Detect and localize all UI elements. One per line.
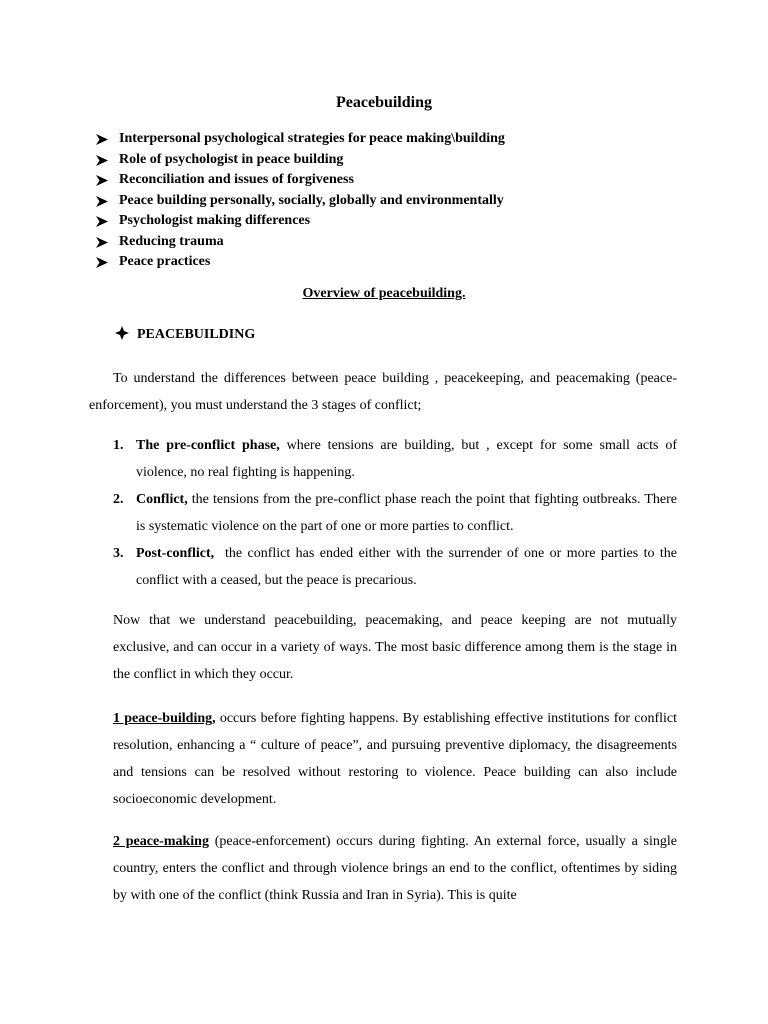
peace-making-text: (peace-enforcement) occurs during fighting. An external force, usually a single country, enters the conflict and through violence brings an end to the conflict, oftentimes by siding by with one of the conflict (think Russia and Iran in Syria). This is quite	[113, 834, 677, 903]
stage-text: where tensions are building, but , except for some small acts of violence, no real fighting is happening.	[136, 438, 678, 480]
peace-making-paragraph	[113, 828, 677, 909]
stage-item	[113, 486, 677, 540]
topic-item	[96, 211, 505, 232]
stage-number: 1.	[113, 438, 124, 453]
arrow-bullet-icon	[96, 155, 108, 166]
diamond-bullet-icon	[115, 326, 129, 343]
section-heading	[115, 326, 255, 343]
peace-building-paragraph	[113, 705, 677, 813]
topic-item	[96, 252, 505, 273]
topic-label: Peace building personally, socially, globally and environmentally	[119, 192, 504, 208]
topic-item	[96, 191, 505, 212]
peace-building-term: 1 peace-building,	[113, 711, 216, 726]
stage-number: 2.	[113, 492, 124, 507]
stage-term: Post-conflict,	[136, 546, 215, 561]
stage-number: 3.	[113, 546, 124, 561]
now-paragraph: Now that we understand peacebuilding, peacemaking, and peace keeping are not mutually exclusive, and can occur in a variety of ways. The most basic difference among them is the stage in the conflict in which they occur.	[113, 613, 677, 682]
topic-item	[96, 150, 505, 171]
arrow-bullet-icon	[96, 134, 108, 145]
stage-item	[113, 540, 681, 594]
topic-label: Psychologist making differences	[119, 213, 311, 228]
overview-heading: Overview of peacebuilding.	[302, 286, 466, 301]
section-heading-text: PEACEBUILDING	[137, 327, 256, 342]
topic-label: Reducing trauma	[119, 233, 224, 249]
arrow-bullet-icon	[96, 237, 108, 248]
peace-building-text: occurs before fighting happens. By establishing effective institutions for conflict resolution, enhancing a “ culture of peace”, and pursuing preventive diplomacy, the disagreements and tensions can be resolved without restoring to violence. Peace building can also include socioeconomic development.	[113, 711, 677, 807]
stage-text: the tensions from the pre-conflict phase reach the point that fighting outbreaks. There is systematic violence on the part of one or more parties to conflict.	[136, 492, 677, 534]
arrow-bullet-icon	[96, 196, 108, 207]
stage-text: the conflict has ended either with the surrender of one or more parties to the conflict with a ceased, but the peace is precarious.	[136, 546, 681, 588]
topic-label: Peace practices	[119, 254, 211, 269]
document-title: Peacebuilding	[335, 94, 432, 111]
topic-item	[96, 129, 505, 150]
topic-list	[96, 129, 505, 273]
topic-label: Role of psychologist in peace building	[119, 151, 344, 167]
arrow-bullet-icon	[96, 257, 108, 268]
arrow-bullet-icon	[96, 216, 108, 227]
conflict-stages-list	[113, 432, 681, 594]
peace-making-term: 2 peace-making	[113, 834, 209, 849]
topic-item	[96, 170, 505, 191]
stage-item	[113, 432, 677, 486]
topic-item	[96, 232, 505, 253]
stage-term: Conflict,	[136, 492, 188, 507]
topic-label: Reconciliation and issues of forgiveness	[119, 172, 354, 187]
arrow-bullet-icon	[96, 175, 108, 186]
stage-term: The pre-conflict phase,	[136, 438, 280, 453]
topic-label: Interpersonal psychological strategies for peace making\building	[119, 131, 505, 146]
intro-paragraph: To understand the differences between peace building , peacekeeping, and peacemaking (peace-enforcement), you must understand the 3 stages of conflict;	[89, 371, 677, 413]
